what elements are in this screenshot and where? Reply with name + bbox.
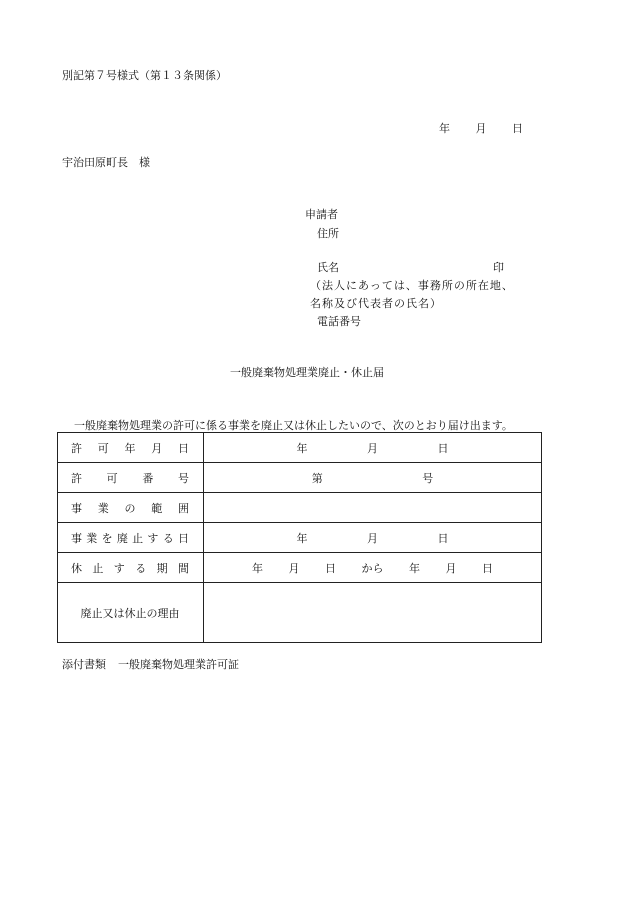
table-row (58, 553, 542, 583)
table-row (58, 433, 542, 463)
row-label-abolish-date: 事業を廃止する日 (58, 523, 204, 553)
date-year-label: 年 (439, 122, 450, 135)
notification-table (57, 432, 542, 643)
attachments-line (62, 656, 239, 672)
name-label: 氏名 (317, 261, 339, 274)
form-number-label: 別記第７号様式（第１３条関係） (62, 69, 227, 82)
date-day-label: 日 (512, 122, 523, 135)
permit-date-field[interactable]: 年 月 日 (204, 433, 542, 463)
attachments-value: 一般廃棄物処理業許可証 (118, 658, 239, 671)
table-row (58, 463, 542, 493)
corporate-note-line1: （法人にあっては、事務所の所在地、 (310, 279, 514, 292)
applicant-heading: 申請者 (305, 208, 338, 221)
table-row (58, 493, 542, 523)
row-label-reason: 廃止又は休止の理由 (58, 583, 204, 643)
statement-text: 一般廃棄物処理業の許可に係る事業を廃止又は休止したいので、次のとおり届け出ます。 (74, 419, 513, 432)
phone-label: 電話番号 (317, 315, 361, 328)
reason-field[interactable] (204, 583, 542, 643)
row-label-suspension-period: 休止する期間 (58, 553, 204, 583)
suspension-period-field[interactable]: 年 月 日 から 年 月 日 (204, 553, 542, 583)
submission-date (439, 120, 523, 136)
row-label-permit-date: 許可年月日 (58, 433, 204, 463)
row-label-permit-number: 許可番号 (58, 463, 204, 493)
addressee: 宇治田原町長 様 (62, 156, 150, 169)
table-row (58, 583, 542, 643)
row-label-business-scope: 事業の範囲 (58, 493, 204, 523)
business-scope-field[interactable] (204, 493, 542, 523)
permit-number-field[interactable]: 第 号 (204, 463, 542, 493)
attachments-label: 添付書類 (62, 658, 106, 671)
date-month-label: 月 (475, 122, 487, 135)
table-row (58, 523, 542, 553)
corporate-note-line2: 名称及び代表者の氏名） (310, 297, 442, 310)
seal-mark: 印 (493, 261, 504, 274)
address-label: 住所 (317, 227, 339, 240)
document-title: 一般廃棄物処理業廃止・休止届 (230, 366, 384, 379)
abolish-date-field[interactable]: 年 月 日 (204, 523, 542, 553)
